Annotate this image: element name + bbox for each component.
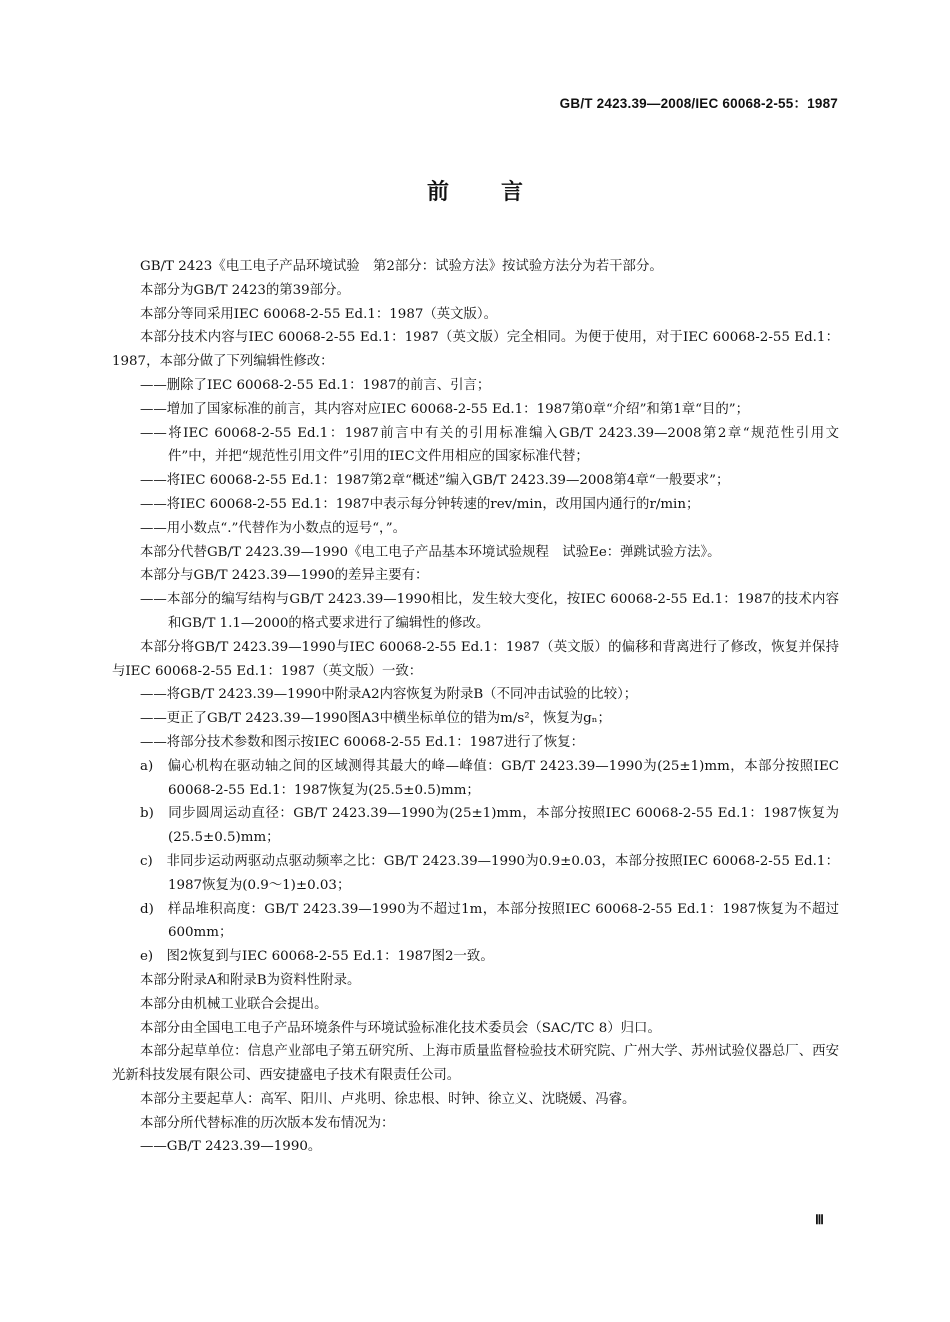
paragraph: 本部分技术内容与IEC 60068-2-55 Ed.1：1987（英文版）完全相同。为便于使用，对于IEC 60068-2-55 Ed.1：1987，本部分做了下列编辑性修改： [112, 330, 839, 370]
standard-code-header: GB/T 2423.39—2008/IEC 60068-2-55：1987 [559, 96, 838, 111]
paragraph: 本部分附录A和附录B为资料性附录。 [140, 972, 361, 988]
lettered-list-item: e) 图2恢复到与IEC 60068-2-55 Ed.1：1987图2一致。 [140, 949, 494, 965]
paragraph: 本部分为GB/T 2423的第39部分。 [140, 282, 350, 298]
paragraph: 本部分等同采用IEC 60068-2-55 Ed.1：1987（英文版）。 [140, 306, 497, 322]
dash-list-item: ——删除了IEC 60068-2-55 Ed.1：1987的前言、引言； [140, 377, 491, 393]
paragraph: 本部分将GB/T 2423.39—1990与IEC 60068-2-55 Ed.1：1987（英文版）的偏移和背离进行了修改，恢复并保持与IEC 60068-2-55 Ed.1：1987（英文版）一致： [112, 639, 839, 679]
paragraph: 本部分起草单位：信息产业部电子第五研究所、上海市质量监督检验技术研究院、广州大学、苏州试验仪器总厂、西安光新科技发展有限公司、西安捷盛电子技术有限责任公司。 [112, 1044, 839, 1084]
paragraph: 本部分代替GB/T 2423.39—1990《电工电子产品基本环境试验规程 试验Ee：弹跳试验方法》。 [140, 544, 721, 560]
dash-list-item: ——用小数点“.”代替作为小数点的逗号“，”。 [140, 520, 406, 536]
foreword-body [112, 255, 839, 1159]
paragraph: ——GB/T 2423.39—1990。 [140, 1139, 322, 1155]
page-number: Ⅲ [815, 1212, 824, 1227]
dash-list-item: ——将IEC 60068-2-55 Ed.1：1987前言中有关的引用标准编入GB/T 2423.39—2008第2章“规范性引用文件”中，并把“规范性引用文件”引用的IEC文件用相应的国家标准代替； [140, 425, 839, 465]
dash-list-item: ——增加了国家标准的前言，其内容对应IEC 60068-2-55 Ed.1：1987第0章“介绍”和第1章“目的”； [140, 401, 749, 417]
dash-list-item: ——将部分技术参数和图示按IEC 60068-2-55 Ed.1：1987进行了恢复： [140, 734, 585, 750]
lettered-list-item: c) 非同步运动两驱动点驱动频率之比：GB/T 2423.39—1990为0.9±0.03，本部分按照IEC 60068-2-55 Ed.1：1987恢复为(0.9～1)±0.03； [140, 853, 839, 893]
lettered-list-item: a) 偏心机构在驱动轴之间的区域测得其最大的峰—峰值：GB/T 2423.39—1990为(25±1)mm，本部分按照IEC 60068-2-55 Ed.1：1987恢复为(25.5±0.5)mm； [140, 758, 839, 798]
paragraph: 本部分所代替标准的历次版本发布情况为： [140, 1115, 395, 1131]
lettered-list-item: d) 样品堆积高度：GB/T 2423.39—1990为不超过1m，本部分按照IEC 60068-2-55 Ed.1：1987恢复为不超过600mm； [140, 901, 839, 941]
paragraph: 本部分由全国电工电子产品环境条件与环境试验标准化技术委员会（SAC/TC 8）归口。 [140, 1020, 661, 1036]
dash-list-item: ——将IEC 60068-2-55 Ed.1：1987第2章“概述”编入GB/T 2423.39—2008第4章“一般要求”； [140, 473, 730, 489]
dash-list-item: ——将IEC 60068-2-55 Ed.1：1987中表示每分钟转速的rev/min，改用国内通行的r/min； [140, 496, 700, 512]
dash-list-item: ——本部分的编写结构与GB/T 2423.39—1990相比，发生较大变化，按IEC 60068-2-55 Ed.1：1987的技术内容和GB/T 1.1—2000的格式要求进行了编辑性的修改。 [140, 592, 839, 631]
page-title: 前言 [426, 180, 575, 205]
dash-list-item: ——将GB/T 2423.39—1990中附录A2内容恢复为附录B（不同冲击试验的比较）； [140, 687, 638, 703]
paragraph: 本部分由机械工业联合会提出。 [140, 996, 328, 1012]
paragraph: GB/T 2423《电工电子产品环境试验 第2部分：试验方法》按试验方法分为若干部分。 [140, 259, 663, 274]
dash-list-item: ——更正了GB/T 2423.39—1990图A3中横坐标单位的错为m/s²，恢复为gₙ； [140, 711, 611, 727]
paragraph: 本部分与GB/T 2423.39—1990的差异主要有： [140, 568, 429, 584]
lettered-list-item: b) 同步圆周运动直径：GB/T 2423.39—1990为(25±1)mm，本部分按照IEC 60068-2-55 Ed.1：1987恢复为(25.5±0.5)mm； [140, 806, 839, 846]
paragraph: 本部分主要起草人：高军、阳川、卢兆明、徐忠根、时钟、徐立义、沈晓媛、冯睿。 [140, 1091, 636, 1107]
